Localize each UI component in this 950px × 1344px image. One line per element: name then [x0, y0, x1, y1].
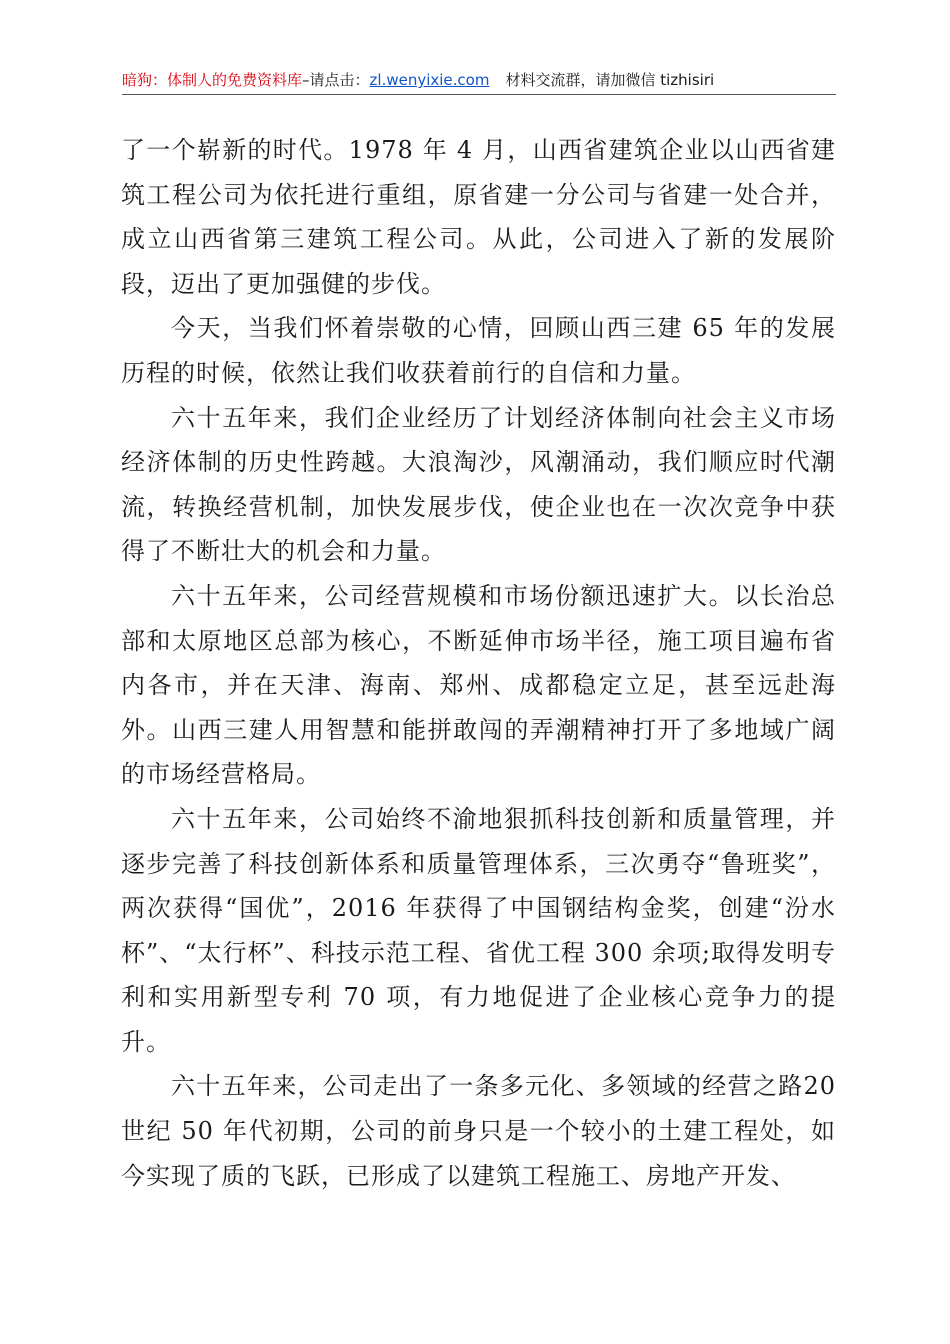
paragraph: 六十五年来，公司走出了一条多元化、多领域的经营之路20 世纪 50 年代初期，公司的前身只是一个较小的土建工程处，如今实现了质的飞跃，已形成了以建筑工程施工、房地产开发、 [121, 1072, 836, 1190]
header-click-prompt: –请点击： [302, 71, 370, 89]
paragraph: 六十五年来，公司始终不渝地狠抓科技创新和质量管理，并逐步完善了科技创新体系和质量管理体系，三次勇夺“鲁班奖”，两次获得“国优”，2016 年获得了中国钢结构金奖，创建“汾水杯”、“太行杯”、科技示范工程、省优工程 300 余项;取得发明专利和实用新型专利 70 项，有力地促进了企业核心竞争力的提升。 [121, 804, 836, 1056]
paragraph-continuation: 了一个崭新的时代。1978 年 4 月，山西省建筑企业以山西省建筑工程公司为依托进行重组，原省建一分公司与省建一处合并，成立山西省第三建筑工程公司。从此，公司进入了新的发展阶段，迈出了更加强健的步伐。 [121, 136, 836, 298]
header-wechat-note: 材料交流群，请加微信 tizhisiri [505, 71, 715, 89]
paragraph: 六十五年来，公司经营规模和市场份额迅速扩大。以长治总部和太原地区总部为核心，不断延伸市场半径，施工项目遍布省内各市，并在天津、海南、郑州、成都稳定立足，甚至远赴海外。山西三建人用智慧和能拼敢闯的弄潮精神打开了多地域广阔的市场经营格局。 [121, 581, 836, 789]
page-header [122, 68, 836, 95]
header-promo-text: 暗狗：体制人的免费资料库 [122, 71, 303, 89]
paragraph: 今天，当我们怀着崇敬的心情，回顾山西三建 65 年的发展历程的时候，依然让我们收获着前行的自信和力量。 [121, 314, 836, 387]
document-body [121, 128, 836, 1198]
paragraph: 六十五年来，我们企业经历了计划经济体制向社会主义市场经济体制的历史性跨越。大浪淘沙，风潮涌动，我们顺应时代潮流，转换经营机制，加快发展步伐，使企业也在一次次竞争中获得了不断壮大的机会和力量。 [121, 403, 836, 566]
header-website-link[interactable]: zl.wenyixie.com [369, 71, 490, 89]
